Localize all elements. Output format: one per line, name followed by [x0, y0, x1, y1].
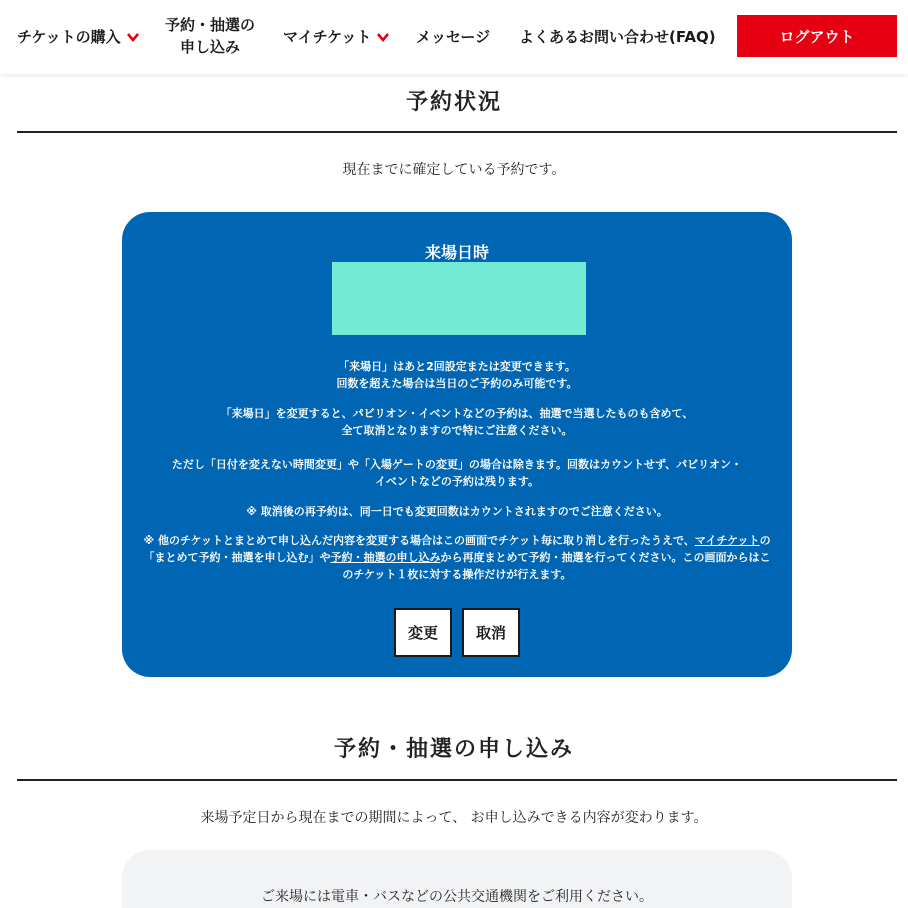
- nav-reserve-apply-line1: 予約・抽選の: [165, 16, 256, 34]
- notice-text: から再度まとめて予約・抽選を行ってください。この画面からはこのチケット１枚に対する操作だけが行えます。: [342, 551, 771, 581]
- visit-datetime-value: [332, 262, 586, 335]
- nav-reserve-apply-line2: 申し込み: [180, 38, 241, 56]
- notice-grouped-tickets: [122, 532, 792, 583]
- notice-line: 回数を超えた場合は当日のご予約のみ可能です。: [336, 377, 578, 390]
- nav-my-ticket-label: マイチケット: [283, 28, 372, 46]
- section-divider: [17, 779, 897, 781]
- reservation-lead-text: 現在までに確定している予約です。: [342, 162, 566, 178]
- notice-text: の「まとめて予約・抽選を申し込む」や: [143, 534, 771, 564]
- application-section-title: 予約・抽選の申し込み: [333, 737, 574, 762]
- transit-info-text: ご来場には電車・バスなどの公共交通機関をご利用ください。: [261, 889, 653, 905]
- notice-rebook: ※ 取消後の再予約は、同一日でも変更回数はカウントされますのでご注意ください。: [246, 505, 668, 518]
- notice-line: ただし「日付を変えない時間変更」や「入場ゲートの変更」の場合は除きます。回数はカウントせず、パビリオン・: [171, 458, 743, 471]
- site-header: [0, 0, 908, 74]
- nav-ticket-purchase-label: チケットの購入: [17, 28, 121, 46]
- notice-text: ※ 他のチケットとまとめて申し込んだ内容を変更する場合はこの画面でチケット毎に取り消しを行ったうえで、: [143, 534, 695, 547]
- reservation-section-title: 予約状況: [405, 90, 502, 115]
- notice-change-cancels: [122, 405, 792, 439]
- nav-ticket-purchase[interactable]: [17, 26, 140, 47]
- application-lead-text: 来場予定日から現在までの期間によって、 お申し込みできる内容が変わります。: [200, 810, 708, 826]
- reserve-apply-link[interactable]: 予約・抽選の申し込み: [330, 551, 441, 564]
- transit-info-card: [122, 850, 792, 908]
- section-divider: [17, 131, 897, 133]
- notice-line: 「来場日」を変更すると、パビリオン・イベントなどの予約は、抽選で当選したものも含めて、: [220, 407, 694, 420]
- nav-my-ticket[interactable]: [283, 26, 390, 47]
- cancel-button[interactable]: 取消: [462, 608, 520, 657]
- nav-reserve-apply[interactable]: [165, 14, 255, 58]
- reservation-card: [122, 212, 792, 677]
- nav-faq[interactable]: [519, 26, 716, 47]
- notice-line: 全て取消となりますので特にご注意ください。: [341, 424, 573, 437]
- chevron-down-icon: [376, 30, 390, 44]
- chevron-down-icon: [126, 30, 140, 44]
- my-ticket-link[interactable]: マイチケット: [694, 534, 760, 547]
- notice-change-count: [122, 358, 792, 392]
- logout-button[interactable]: ログアウト: [737, 15, 897, 57]
- visit-datetime-label: 来場日時: [424, 243, 489, 262]
- nav-messages[interactable]: [416, 26, 490, 47]
- notice-line: イベントなどの予約は残ります。: [374, 475, 540, 488]
- nav-messages-label: メッセージ: [416, 28, 491, 46]
- change-button[interactable]: 変更: [394, 608, 452, 657]
- notice-line: 「来場日」はあと2回設定または変更できます。: [338, 360, 576, 373]
- nav-faq-label: よくあるお問い合わせ(FAQ): [519, 28, 716, 46]
- notice-exceptions: [122, 456, 792, 490]
